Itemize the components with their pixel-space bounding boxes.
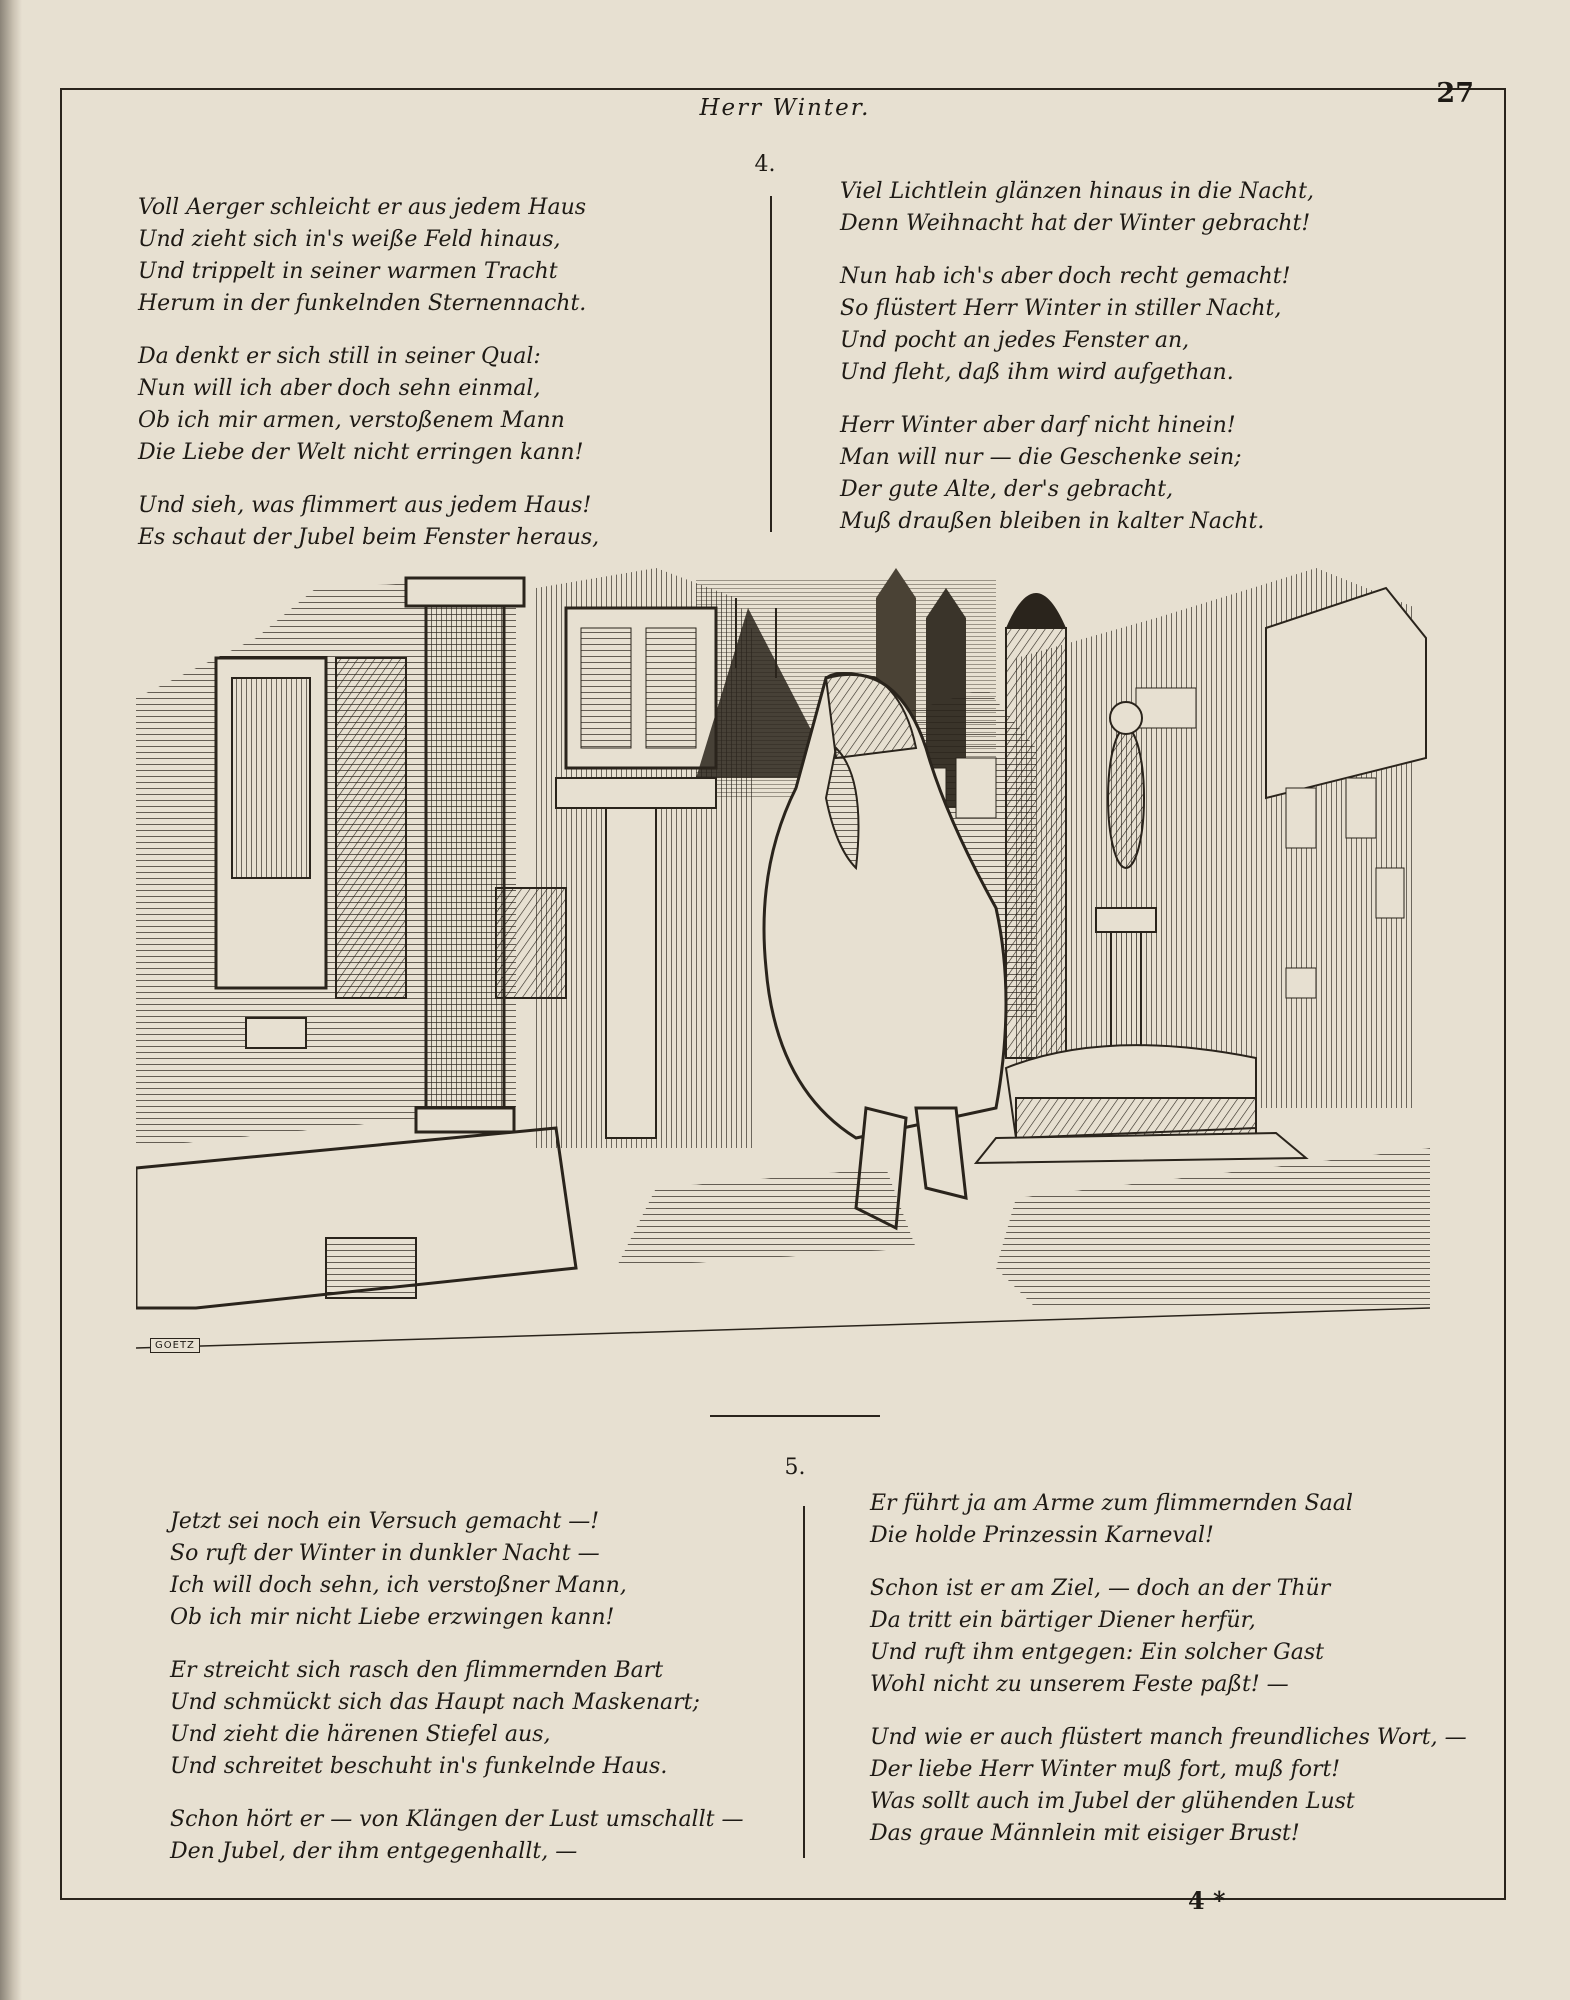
verse-line: Es schaut der Jubel beim Fenster heraus, (138, 525, 600, 550)
artist-signature: GOETZ (150, 1338, 200, 1353)
page-gutter-shadow (0, 0, 22, 2000)
section-number-4: 4. (754, 152, 776, 177)
section-4-right-column (840, 176, 1460, 559)
verse-line: Herum in der funkelnden Sternennacht. (138, 291, 587, 316)
verse-line: Und sieh, was flimmert aus jedem Haus! (138, 493, 592, 518)
stanza (870, 1488, 1490, 1552)
stanza (138, 341, 738, 469)
stanza (138, 490, 738, 554)
verse-line: Er streicht sich rasch den flimmernden Bart (170, 1658, 664, 1683)
stanza (840, 176, 1460, 240)
verse-line: Voll Aerger schleicht er aus jedem Haus (138, 195, 587, 220)
verse-line: Und trippelt in seiner warmen Tracht (138, 259, 558, 284)
section-4-left-column (138, 192, 738, 575)
verse-line: Nun will ich aber doch sehn einmal, (138, 376, 541, 401)
verse-line: Man will nur — die Geschenke sein; (840, 445, 1242, 470)
verse-line: Ich will doch sehn, ich verstoßner Mann, (170, 1573, 627, 1598)
stanza (170, 1506, 770, 1634)
verse-line: Schon hört er — von Klängen der Lust umschallt — (170, 1807, 744, 1832)
column-divider (770, 196, 772, 532)
verse-line: Herr Winter aber darf nicht hinein! (840, 413, 1236, 438)
stanza (138, 192, 738, 320)
verse-line: So ruft der Winter in dunkler Nacht — (170, 1541, 600, 1566)
verse-line: Und wie er auch flüstert manch freundliches Wort, — (870, 1725, 1467, 1750)
verse-line: Was sollt auch im Jubel der glühenden Lust (870, 1789, 1355, 1814)
verse-line: Und pocht an jedes Fenster an, (840, 328, 1190, 353)
verse-line: Der gute Alte, der's gebracht, (840, 477, 1174, 502)
section-number-5: 5. (784, 1455, 806, 1480)
stanza (170, 1655, 770, 1783)
running-title: Herr Winter. (699, 95, 871, 121)
verse-line: Schon ist er am Ziel, — doch an der Thür (870, 1576, 1331, 1601)
verse-line: Ob ich mir armen, verstoßenem Mann (138, 408, 565, 433)
verse-line: Er führt ja am Arme zum flimmernden Saal (870, 1491, 1353, 1516)
verse-line: Den Jubel, der ihm entgegenhallt, — (170, 1839, 578, 1864)
section-5-left-column (170, 1506, 770, 1889)
stanza (170, 1804, 770, 1868)
printer-signature-mark: 4 * (1188, 1886, 1226, 1915)
verse-line: Die Liebe der Welt nicht erringen kann! (138, 440, 584, 465)
section-5-right-column (870, 1488, 1490, 1871)
verse-line: Da denkt er sich still in seiner Qual: (138, 344, 541, 369)
page-number: 27 (1436, 78, 1474, 109)
verse-line: Und zieht sich in's weiße Feld hinaus, (138, 227, 561, 252)
section-separator (710, 1415, 880, 1417)
verse-line: So flüstert Herr Winter in stiller Nacht, (840, 296, 1282, 321)
column-divider (803, 1506, 805, 1858)
verse-line: Jetzt sei noch ein Versuch gemacht —! (170, 1509, 600, 1534)
stanza (870, 1722, 1490, 1850)
verse-line: Und fleht, daß ihm wird aufgethan. (840, 360, 1234, 385)
stanza (840, 410, 1460, 538)
verse-line: Nun hab ich's aber doch recht gemacht! (840, 264, 1291, 289)
verse-line: Der liebe Herr Winter muß fort, muß fort! (870, 1757, 1341, 1782)
stanza (870, 1573, 1490, 1701)
verse-line: Und schreitet beschuht in's funkelnde Haus. (170, 1754, 668, 1779)
stanza (840, 261, 1460, 389)
verse-line: Denn Weihnacht hat der Winter gebracht! (840, 211, 1311, 236)
verse-line: Ob ich mir nicht Liebe erzwingen kann! (170, 1605, 615, 1630)
verse-line: Und ruft ihm entgegen: Ein solcher Gast (870, 1640, 1324, 1665)
winter-street-scene-icon (136, 548, 1430, 1376)
verse-line: Und schmückt sich das Haupt nach Maskenart; (170, 1690, 700, 1715)
verse-line: Viel Lichtlein glänzen hinaus in die Nacht, (840, 179, 1314, 204)
verse-line: Muß draußen bleiben in kalter Nacht. (840, 509, 1265, 534)
verse-line: Das graue Männlein mit eisiger Brust! (870, 1821, 1300, 1846)
verse-line: Die holde Prinzessin Karneval! (870, 1523, 1214, 1548)
verse-line: Wohl nicht zu unserem Feste paßt! — (870, 1672, 1289, 1697)
verse-line: Und zieht die härenen Stiefel aus, (170, 1722, 551, 1747)
verse-line: Da tritt ein bärtiger Diener herfür, (870, 1608, 1256, 1633)
